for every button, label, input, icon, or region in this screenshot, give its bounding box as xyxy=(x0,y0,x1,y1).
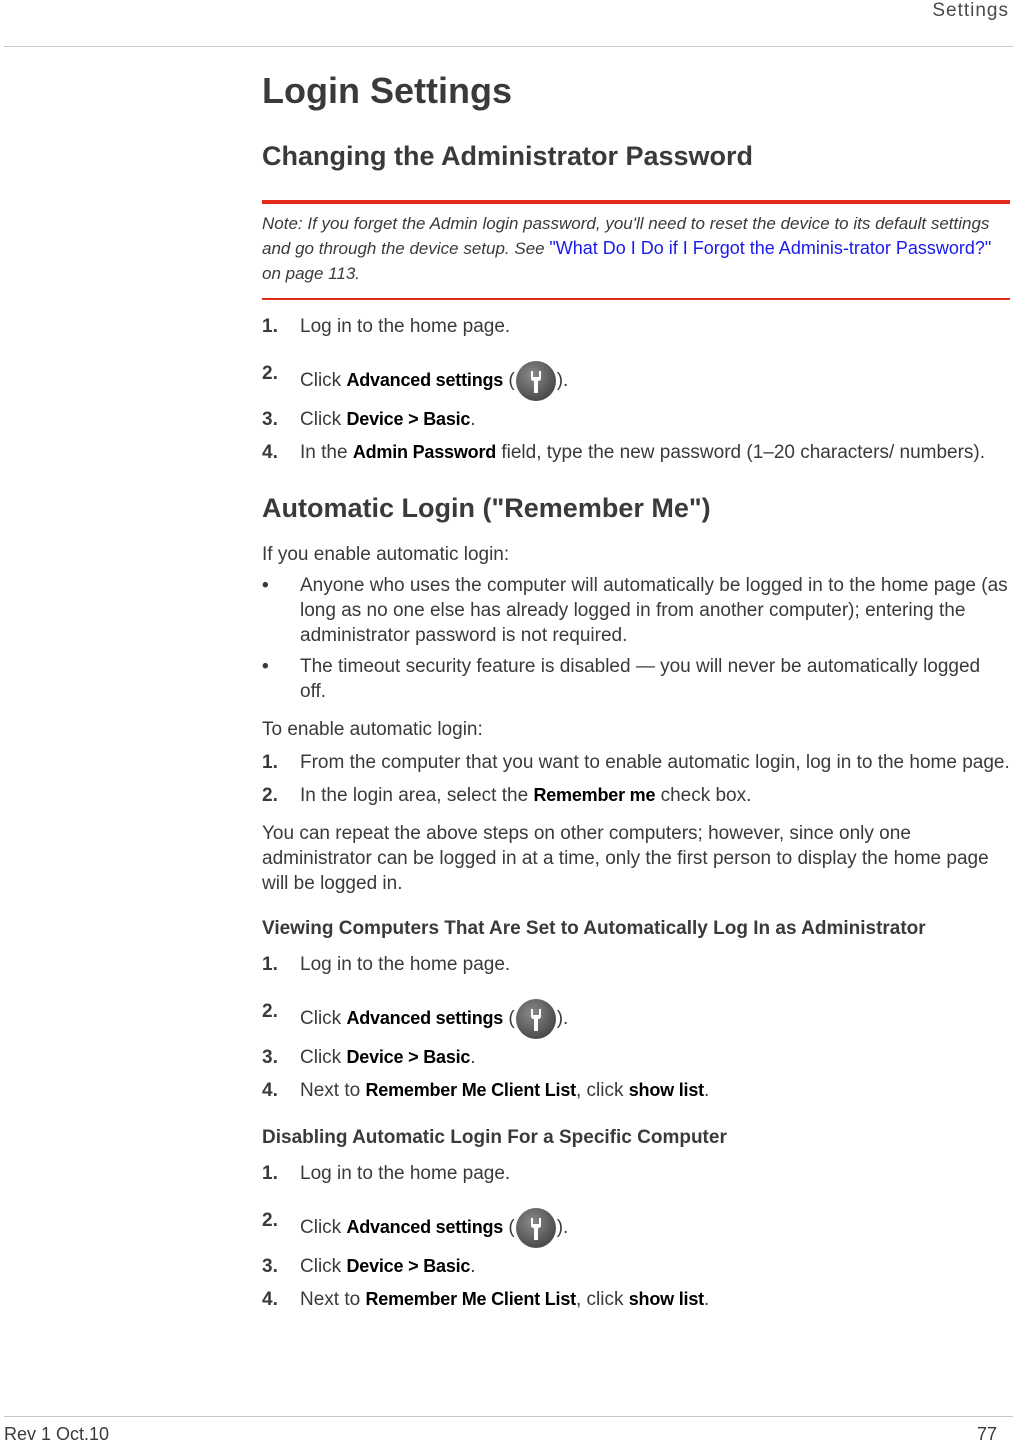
footer-revision: Rev 1 Oct.10 xyxy=(4,1424,110,1444)
page-number: 77 xyxy=(976,1424,997,1444)
auto-login-bullets xyxy=(262,573,1010,704)
list-item: 4. In the Admin Password field, type the new password (1–20 characters/ numbers). xyxy=(262,442,986,463)
list-item: 4. Next to Remember Me Client List, click show list. xyxy=(262,1080,710,1101)
forgot-password-link[interactable]: "What Do I Do if I Forgot the Adminis-trator Password?" xyxy=(549,238,992,258)
enable-steps xyxy=(262,750,1010,808)
device-basic-label: Device > Basic xyxy=(346,1256,471,1276)
viewing-steps xyxy=(262,952,1010,1103)
footer-rule xyxy=(4,1416,1013,1417)
list-item: 2. Click Advanced settings ( ). xyxy=(262,1208,1010,1248)
device-basic-label: Device > Basic xyxy=(346,1047,471,1067)
wrench-icon xyxy=(516,999,556,1039)
list-item: 3. Click Device > Basic. xyxy=(262,1047,476,1068)
subsection-heading-disabling: Disabling Automatic Login For a Specific Computer xyxy=(262,1127,727,1148)
repeat-paragraph: You can repeat the above steps on other computers; however, since only one administrator can be logged in at a time, only the first person to display the home page will be logged in. xyxy=(262,823,989,894)
list-item: • Anyone who uses the computer will automatically be logged in to the home page (as long as no one else has already logged in from another computer); entering the administrator password is not required. xyxy=(262,575,1008,646)
remember-me-client-list-label: Remember Me Client List xyxy=(365,1080,576,1100)
advanced-settings-label: Advanced settings xyxy=(346,1008,504,1029)
device-basic-label: Device > Basic xyxy=(346,409,471,429)
wrench-icon xyxy=(516,361,556,401)
list-item: 2. Click Advanced settings ( ). xyxy=(262,999,1010,1039)
list-item: • The timeout security feature is disabled — you will never be automatically logged off. xyxy=(262,656,981,702)
list-item: 1. Log in to the home page. xyxy=(262,316,511,337)
running-header: Settings xyxy=(932,0,1009,21)
disabling-steps xyxy=(262,1161,1010,1312)
wrench-icon xyxy=(516,1208,556,1248)
show-list-label: show list xyxy=(628,1080,704,1100)
auto-login-intro: If you enable automatic login: xyxy=(262,544,510,565)
list-item: 4. Next to Remember Me Client List, click show list. xyxy=(262,1289,710,1310)
subsection-heading-viewing: Viewing Computers That Are Set to Automatically Log In as Administrator xyxy=(262,918,926,939)
advanced-settings-label: Advanced settings xyxy=(346,370,504,391)
list-item: 3. Click Device > Basic. xyxy=(262,1256,476,1277)
header-rule xyxy=(4,46,1013,47)
page-title: Login Settings xyxy=(262,70,512,111)
list-item: 2. Click Advanced settings ( ). xyxy=(262,361,1010,401)
list-item: 2. In the login area, select the Remember me check box. xyxy=(262,785,752,806)
enable-intro: To enable automatic login: xyxy=(262,719,483,740)
list-item: 1. Log in to the home page. xyxy=(262,1163,511,1184)
note-box xyxy=(262,200,1010,300)
admin-password-steps xyxy=(262,314,1010,465)
remember-me-client-list-label: Remember Me Client List xyxy=(365,1289,576,1309)
list-item: 3. Click Device > Basic. xyxy=(262,409,476,430)
note-text: Note: If you forget the Admin login password, you'll need to reset the device to its default settings and go through the device setup. See xyxy=(262,214,990,258)
list-item: 1. From the computer that you want to enable automatic login, log in to the home page. xyxy=(262,752,1010,773)
page-content xyxy=(262,68,1010,1312)
show-list-label: show list xyxy=(628,1289,704,1309)
section-heading-admin-password: Changing the Administrator Password xyxy=(262,141,754,171)
section-heading-automatic-login: Automatic Login ("Remember Me") xyxy=(262,493,711,523)
remember-me-label: Remember me xyxy=(533,785,656,805)
note-tail: on page 113. xyxy=(262,264,360,283)
list-item: 1. Log in to the home page. xyxy=(262,954,511,975)
advanced-settings-label: Advanced settings xyxy=(346,1217,504,1238)
admin-password-label: Admin Password xyxy=(352,442,497,462)
